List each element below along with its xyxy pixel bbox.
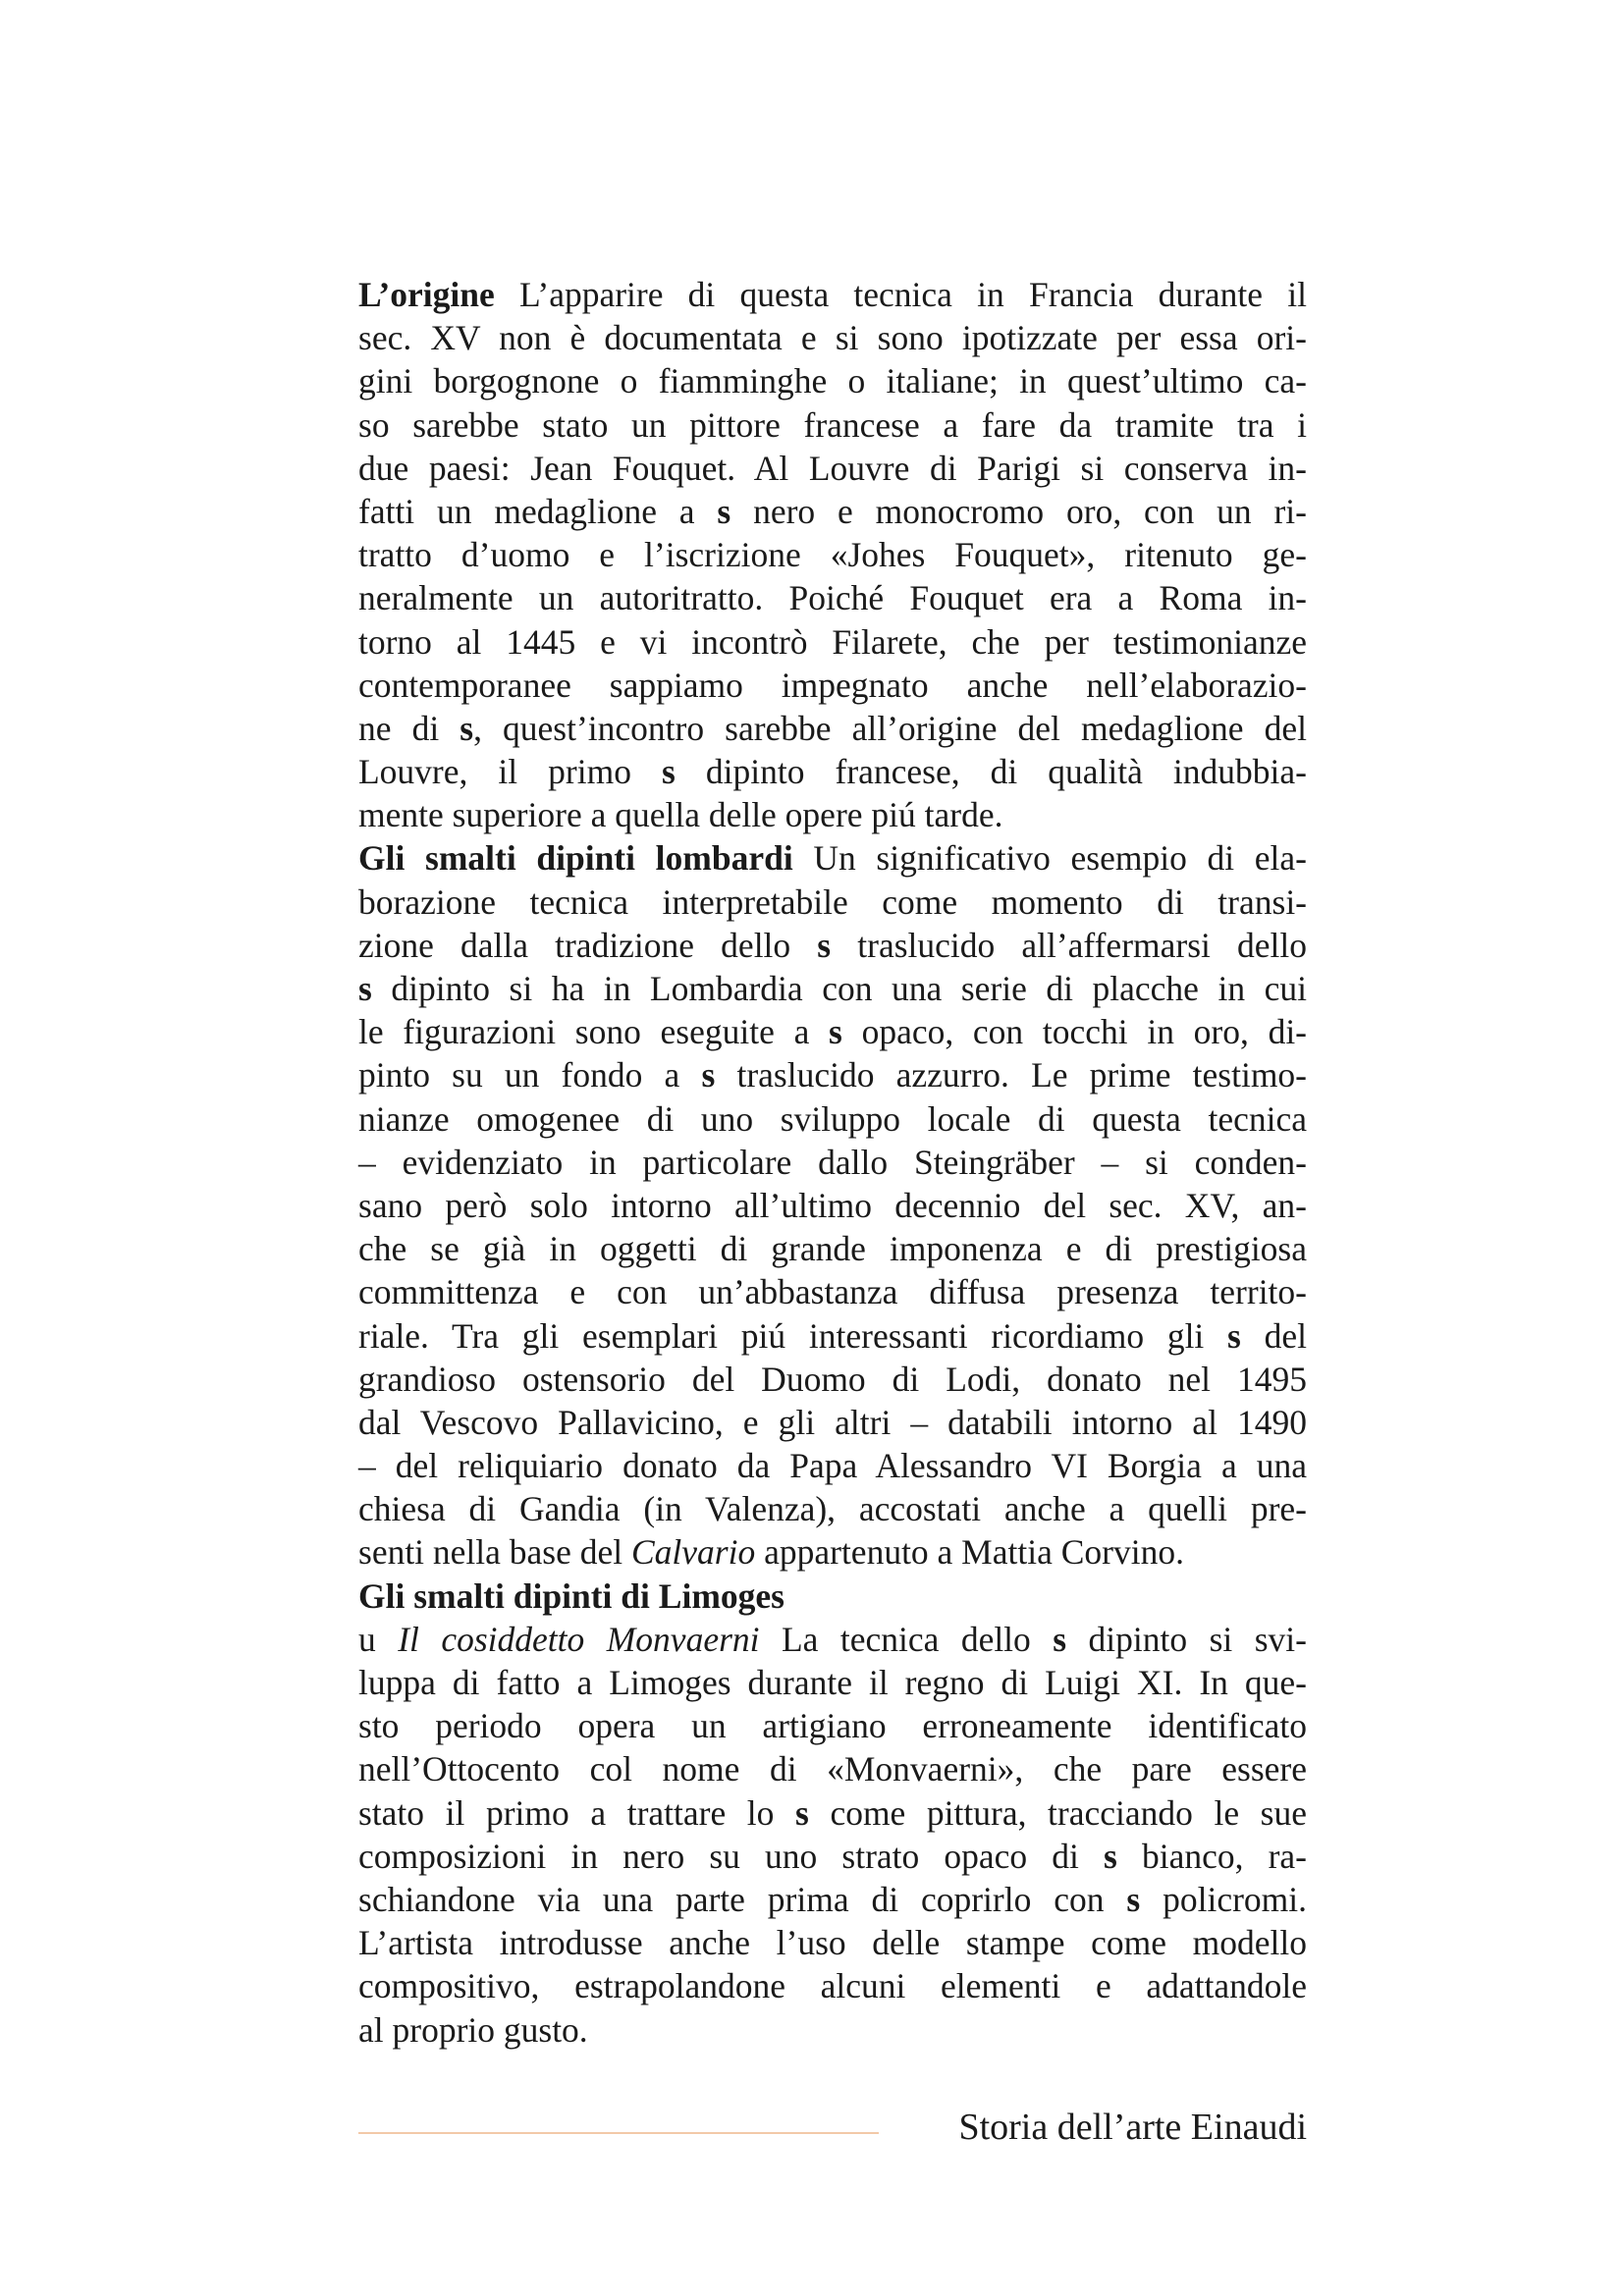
text-run: – evidenziato in particolare dallo Steingräber – si conden- (358, 1142, 1307, 1182)
text-run: che se già in oggetti di grande imponenza e di prestigiosa (358, 1229, 1307, 1269)
bold-run: Gli smalti dipinti lombardi (358, 838, 793, 879)
text-run: gini borgognone o fiamminghe o italiane; in quest’ultimo ca- (358, 361, 1307, 401)
text-run: policromi. (1140, 1879, 1308, 1919)
text-run: zione dalla tradizione dello (358, 925, 818, 965)
bold-run: s (829, 1012, 842, 1052)
text-run: pinto su un fondo a (358, 1055, 702, 1095)
text-run: torno al 1445 e vi incontrò Filarete, che per testimonianze (358, 621, 1307, 662)
text-line (358, 1575, 1307, 1618)
text-run: ne di (358, 708, 460, 748)
text-run: composizioni in nero su uno strato opaco di (358, 1836, 1105, 1876)
text-line (358, 1141, 1307, 1184)
text-run: al proprio gusto. (358, 2009, 588, 2050)
bold-run: s (817, 925, 832, 965)
text-line (358, 1270, 1307, 1313)
text-line (358, 1835, 1307, 1878)
text-run: riale. Tra gli esemplari piú interessanti ricordiamo gli (358, 1315, 1228, 1356)
bold-run: s (701, 1055, 716, 1095)
bold-run: s (717, 491, 731, 531)
text-run: luppa di fatto a Limoges durante il regno di Luigi XI. In que- (358, 1663, 1307, 1702)
text-run: del (1240, 1315, 1307, 1356)
text-line (358, 1878, 1307, 1921)
text-run: sto periodo opera un artigiano erroneamente identificato (358, 1706, 1307, 1746)
text-line (358, 447, 1307, 490)
text-run: dipinto si ha in Lombardia con una serie di placche in cui (371, 969, 1307, 1008)
text-run: stato il primo a trattare lo (358, 1792, 796, 1833)
text-run: senti nella base del (358, 1532, 631, 1573)
italic-run: Il cosiddetto Monvaerni (398, 1619, 760, 1659)
text-run: contemporanee sappiamo impegnato anche nell’elaborazio- (358, 665, 1307, 705)
text-line (358, 1704, 1307, 1747)
text-run: dipinto francese, di qualità indubbia- (675, 752, 1307, 792)
text-line (358, 793, 1307, 836)
text-line (358, 1661, 1307, 1704)
text-run: nell’Ottocento col nome di «Monvaerni», che pare essere (358, 1749, 1307, 1789)
text-run: so sarebbe stato un pittore francese a fare da tramite tra i (358, 404, 1307, 445)
text-line (358, 1010, 1307, 1053)
text-line (358, 1791, 1307, 1835)
text-line (358, 1921, 1307, 1964)
text-line (358, 1444, 1307, 1487)
text-run: grandioso ostensorio del Duomo di Lodi, donato nel 1495 (358, 1359, 1307, 1399)
bold-run: s (1104, 1836, 1117, 1876)
text-run: fatti un medaglione a (358, 491, 718, 531)
text-line (358, 1053, 1307, 1096)
text-run: mente superiore a quella delle opere piú tarde. (358, 795, 1003, 835)
footer-title: Storia dell’arte Einaudi (958, 2107, 1307, 2148)
text-run: Louvre, il primo (358, 752, 663, 792)
text-run: dipinto si svi- (1066, 1619, 1307, 1659)
text-line (358, 664, 1307, 707)
text-run: tratto d’uomo e l’iscrizione «Johes Fouquet», ritenuto ge- (358, 535, 1307, 575)
text-run: due paesi: Jean Fouquet. Al Louvre di Parigi si conserva in- (358, 448, 1307, 488)
bold-run: s (1227, 1315, 1241, 1356)
text-run: L’artista introdusse anche l’uso delle stampe come modello (358, 1923, 1307, 1963)
text-line (358, 1097, 1307, 1141)
text-run: sec. XV non è documentata e si sono ipotizzate per essa ori- (358, 318, 1307, 358)
text-run: dal Vescovo Pallavicino, e gli altri – databili intorno al 1490 (358, 1402, 1307, 1442)
text-line (358, 1314, 1307, 1358)
text-run: traslucido azzurro. Le prime testimo- (715, 1055, 1308, 1095)
text-line (358, 490, 1307, 533)
text-line (358, 1184, 1307, 1227)
text-line (358, 1358, 1307, 1401)
text-run: appartenuto a Mattia Corvino. (755, 1532, 1184, 1573)
text-run: chiesa di Gandia (in Valenza), accostati anche a quelli pre- (358, 1489, 1307, 1529)
bold-run: s (358, 969, 372, 1008)
text-line (358, 576, 1307, 619)
bold-run: s (1126, 1879, 1141, 1919)
text-line (358, 273, 1307, 316)
page-footer (358, 2101, 1307, 2160)
text-run: committenza e con un’abbastanza diffusa presenza territo- (358, 1272, 1307, 1312)
text-run: u (358, 1619, 399, 1659)
text-line (358, 924, 1307, 967)
text-line (358, 1747, 1307, 1790)
text-line (358, 1487, 1307, 1530)
text-run: traslucido all’affermarsi dello (831, 925, 1307, 965)
text-line (358, 359, 1307, 402)
text-run: bianco, ra- (1116, 1836, 1307, 1876)
text-line (358, 1618, 1307, 1661)
text-line (358, 2008, 1307, 2052)
text-run: sano però solo intorno all’ultimo decennio del sec. XV, an- (358, 1185, 1307, 1225)
text-line (358, 836, 1307, 880)
text-run: nero e monocromo oro, con un ri- (730, 491, 1307, 531)
text-run: , quest’incontro sarebbe all’origine del medaglione del (473, 708, 1307, 748)
text-line (358, 750, 1307, 793)
text-line (358, 1530, 1307, 1574)
bold-run: s (1053, 1619, 1067, 1659)
text-run: L’apparire di questa tecnica in Francia durante il (494, 275, 1307, 314)
text-line (358, 316, 1307, 359)
text-run: le figurazioni sono eseguite a (358, 1012, 830, 1052)
text-run: – del reliquiario donato da Papa Alessandro VI Borgia a una (358, 1446, 1307, 1486)
text-run: Un significativo esempio di ela- (792, 838, 1307, 879)
bold-run: s (460, 708, 474, 748)
text-run: schiandone via una parte prima di coprirlo con (358, 1879, 1127, 1919)
bold-run: s (662, 752, 676, 792)
text-line (358, 967, 1307, 1010)
bold-run: Gli smalti dipinti di Limoges (358, 1575, 784, 1616)
text-line (358, 1401, 1307, 1444)
text-run: La tecnica dello (759, 1619, 1054, 1659)
text-run: opaco, con tocchi in oro, di- (841, 1012, 1307, 1052)
text-line (358, 707, 1307, 750)
text-line (358, 1227, 1307, 1270)
text-run: neralmente un autoritratto. Poiché Fouquet era a Roma in- (358, 578, 1307, 618)
text-line (358, 403, 1307, 447)
text-run: borazione tecnica interpretabile come momento di transi- (358, 881, 1307, 922)
text-run: nianze omogenee di uno sviluppo locale di questa tecnica (358, 1098, 1307, 1139)
text-line (358, 1964, 1307, 2007)
text-line (358, 881, 1307, 924)
bold-run: L’origine (358, 275, 495, 314)
body-text (358, 273, 1307, 2052)
italic-run: Calvario (631, 1532, 756, 1573)
text-run: come pittura, tracciando le sue (808, 1792, 1307, 1833)
footer-rule (358, 2132, 879, 2134)
text-run: compositivo, estrapolandone alcuni elementi e adattandole (358, 1966, 1307, 2006)
text-line (358, 620, 1307, 664)
bold-run: s (795, 1792, 809, 1833)
text-line (358, 533, 1307, 576)
